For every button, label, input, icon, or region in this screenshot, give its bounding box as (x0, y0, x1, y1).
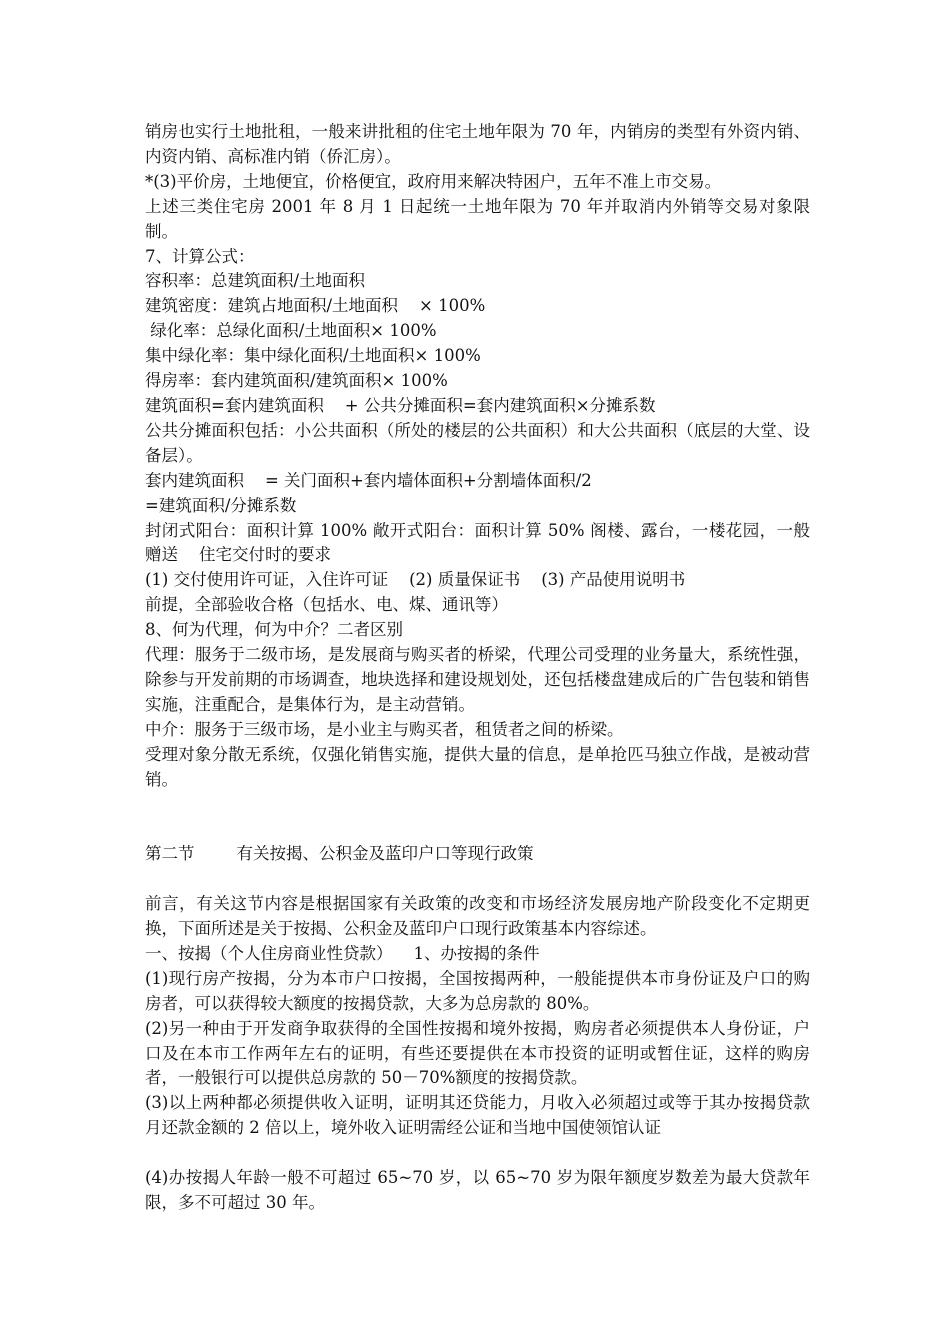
formula-line: =建筑面积/分摊系数 (145, 495, 297, 515)
formula-line: 建筑密度：建筑占地面积/土地面积 × 100% (145, 296, 486, 316)
paragraph: 受理对象分散无系统，仅强化销售实施，提供大量的信息，是单抢匹马独立作战，是被动营销。 (145, 744, 810, 789)
formula-line: 建筑面积=套内建筑面积 + 公共分摊面积=套内建筑面积×分摊系数 (145, 395, 656, 415)
spacer (145, 1141, 810, 1166)
formula-line: 集中绿化率：集中绿化面积/土地面积× 100% (145, 346, 481, 366)
item-heading: 一、按揭（个人住房商业性贷款） 1、办按揭的条件 (145, 943, 540, 963)
paragraph: (4)办按揭人年龄一般不可超过 65~70 岁，以 65~70 岁为限年额度岁数差为最大贷款年限，多不可超过 30 年。 (145, 1168, 810, 1212)
document-body (145, 120, 810, 1216)
paragraph: 前提，全部验收合格（包括水、电、煤、通讯等） (145, 595, 508, 615)
item-heading: 7、计算公式： (145, 246, 255, 266)
paragraph: 代理：服务于二级市场，是发展商与购买者的桥梁，代理公司受理的业务量大，系统性强，除参与开发前期的市场调查，地块选择和建设规划处，还包括楼盘建成后的广告包装和销售实施，注重配合，是集体行为，是主动营销。 (145, 645, 810, 714)
formula-line: 得房率：套内建筑面积/建筑面积× 100% (145, 371, 448, 391)
spacer (145, 792, 810, 842)
paragraph: 前言，有关这节内容是根据国家有关政策的改变和市场经济发展房地产阶段变化不定期更换，下面所述是关于按揭、公积金及蓝印户口现行政策基本内容综述。 (145, 894, 810, 938)
paragraph: 上述三类住宅房 2001 年 8 月 1 日起统一土地年限为 70 年并取消内外销等交易对象限制。 (145, 196, 810, 241)
paragraph: 公共分摊面积包括：小公共面积（所处的楼层的公共面积）和大公共面积（底层的大堂、设备层）。 (145, 420, 810, 465)
paragraph: 封闭式阳台：面积计算 100% 敞开式阳台：面积计算 50% 阁楼、露台，一楼花园，一般赠送 住宅交付时的要求 (145, 520, 810, 565)
formula-line: 容积率：总建筑面积/土地面积 (145, 271, 366, 291)
paragraph: (1)现行房产按揭，分为本市户口按揭，全国按揭两种，一般能提供本市身份证及户口的购房者，可以获得较大额度的按揭贷款，大多为总房款的 80%。 (145, 968, 810, 1013)
item-heading: 8、何为代理，何为中介？二者区别 (145, 620, 403, 640)
paragraph: 中介：服务于三级市场，是小业主与购买者，租赁者之间的桥梁。 (145, 719, 624, 739)
paragraph: (3)以上两种都必须提供收入证明，证明其还贷能力，月收入必须超过或等于其办按揭贷款月还款金额的 2 倍以上，境外收入证明需经公证和当地中国使领馆认证 (145, 1093, 810, 1138)
paragraph: 销房也实行土地批租，一般来讲批租的住宅土地年限为 70 年，内销房的类型有外资内销、内资内销、高标准内销（侨汇房）。 (145, 122, 810, 166)
spacer (145, 867, 810, 892)
paragraph: (1) 交付使用许可证，入住许可证 (2) 质量保证书 (3) 产品使用说明书 (145, 570, 686, 590)
paragraph: *(3)平价房，土地便宜，价格便宜，政府用来解决特困户，五年不准上市交易。 (145, 171, 722, 191)
section-title: 第二节 有关按揭、公积金及蓝印户口等现行政策 (145, 844, 534, 864)
formula-line: 套内建筑面积 = 关门面积+套内墙体面积+分割墙体面积/2 (145, 470, 592, 490)
formula-line: 绿化率：总绿化面积/土地面积× 100% (145, 321, 437, 341)
paragraph: (2)另一种由于开发商争取获得的全国性按揭和境外按揭，购房者必须提供本人身份证，户口及在本市工作两年左右的证明，有些还要提供在本市投资的证明或暂住证，这样的购房者，一般银行可以提供总房款的 50－70%额度的按揭贷款。 (145, 1018, 810, 1088)
